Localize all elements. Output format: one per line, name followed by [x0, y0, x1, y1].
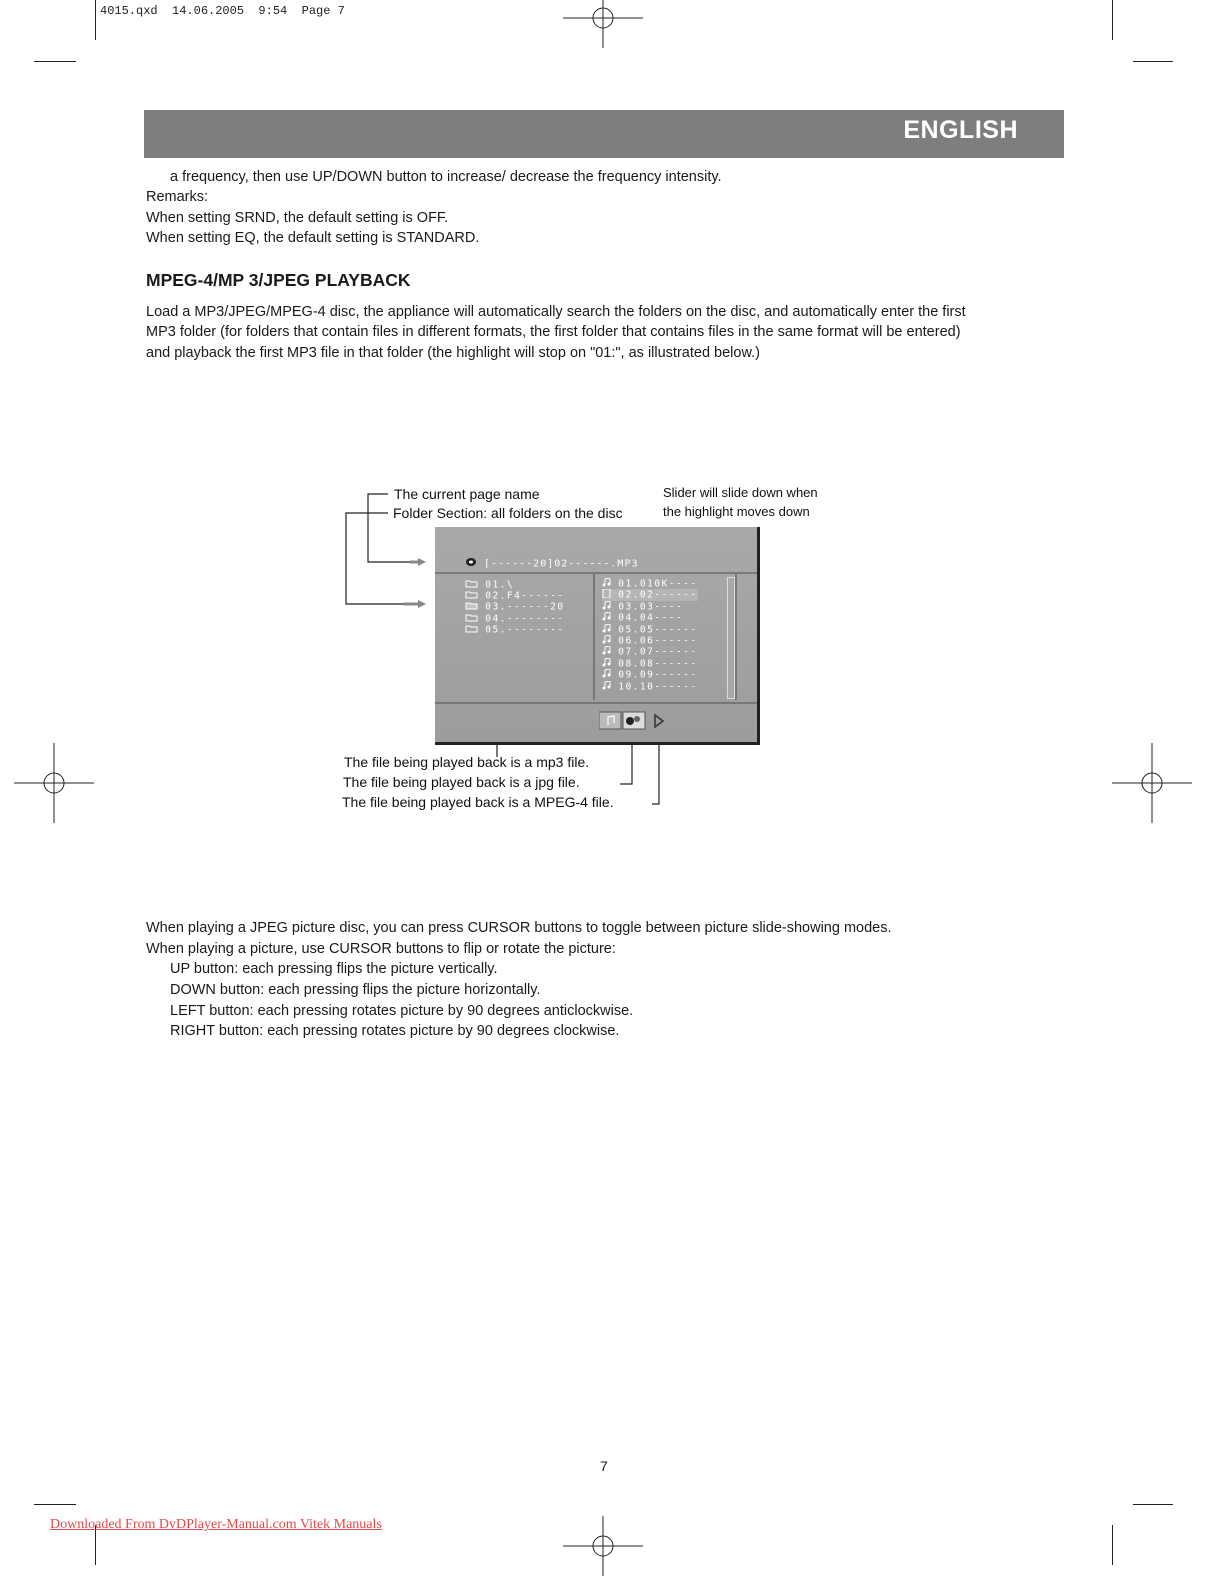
folder-item[interactable]: 03.------20 — [465, 601, 565, 612]
callout-slider: Slider will slide down when — [663, 485, 818, 500]
scroll-slider[interactable] — [727, 577, 735, 699]
music-note-icon — [602, 612, 611, 624]
remark-eq: When setting EQ, the default setting is STANDARD. — [146, 230, 480, 246]
current-path: [------20]02------.MP3 — [484, 558, 639, 570]
music-note-icon — [602, 681, 611, 693]
section-paragraph-line: and playback the first MP3 file in that folder (the highlight will stop on "01:", as illustrated below.) — [146, 345, 760, 361]
music-note-icon — [602, 669, 611, 681]
instruction-line: When playing a JPEG picture disc, you can press CURSOR buttons to toggle between picture slide-showing modes. — [146, 920, 892, 936]
folder-item[interactable]: 05.-------- — [465, 624, 565, 635]
divider — [435, 702, 757, 704]
player-screen — [435, 527, 760, 745]
folder-list — [465, 579, 565, 635]
file-item[interactable]: 06.06------ — [602, 635, 698, 646]
print-slug: 4015.qxd 14.06.2005 9:54 Page 7 — [100, 4, 345, 18]
intro-line: a frequency, then use UP/DOWN button to increase/ decrease the frequency intensity. — [170, 169, 722, 185]
file-item[interactable]: 03.03---- — [602, 601, 698, 612]
callout-mpeg4: The file being played back is a MPEG-4 file. — [342, 794, 614, 810]
file-list — [602, 578, 698, 692]
file-item[interactable]: 09.09------ — [602, 669, 698, 680]
music-note-icon — [602, 658, 611, 670]
folder-icon — [465, 590, 478, 602]
file-item-highlighted[interactable]: 02.02------ — [602, 589, 698, 600]
remark-srnd: When setting SRND, the default setting is OFF. — [146, 210, 449, 226]
instruction-right: RIGHT button: each pressing rotates picture by 90 degrees clockwise. — [170, 1023, 620, 1039]
file-type-icons — [599, 711, 679, 731]
disc-icon — [465, 557, 477, 570]
folder-open-icon — [465, 601, 478, 613]
callout-folder-section: Folder Section: all folders on the disc — [393, 505, 623, 521]
section-paragraph-line: Load a MP3/JPEG/MPEG-4 disc, the appliance will automatically search the folders on the disc, and automatically enter the first — [146, 304, 966, 320]
section-paragraph-line: MP3 folder (for folders that contain files in different formats, the first folder that contains files in the same format will be entered) — [146, 324, 961, 340]
instruction-line: When playing a picture, use CURSOR buttons to flip or rotate the picture: — [146, 941, 616, 957]
callout-jpg: The file being played back is a jpg file. — [343, 774, 580, 790]
music-note-icon — [602, 624, 611, 636]
instruction-left: LEFT button: each pressing rotates picture by 90 degrees anticlockwise. — [170, 1003, 634, 1019]
callout-mp3: The file being played back is a mp3 file. — [344, 754, 590, 770]
page-number: 7 — [600, 1458, 608, 1474]
file-list-panel — [593, 574, 737, 700]
music-note-icon — [602, 578, 611, 590]
instruction-down: DOWN button: each pressing flips the picture horizontally. — [170, 982, 541, 998]
callout-page-name: The current page name — [394, 486, 540, 502]
file-item[interactable]: 01.010K---- — [602, 578, 698, 589]
remarks-label: Remarks: — [146, 189, 209, 205]
instruction-up: UP button: each pressing flips the picture vertically. — [170, 961, 498, 977]
folder-icon — [465, 624, 478, 636]
file-item[interactable]: 08.08------ — [602, 658, 698, 669]
file-item[interactable]: 10.10------ — [602, 681, 698, 692]
highlight-cursor — [602, 589, 611, 601]
folder-icon — [465, 579, 478, 591]
folder-item[interactable]: 04.-------- — [465, 613, 565, 624]
file-item[interactable]: 07.07------ — [602, 646, 698, 657]
callout-slider: the highlight moves down — [663, 504, 810, 519]
footer-download-link[interactable]: Downloaded From DvDPlayer-Manual.com Vitek Manuals — [50, 1517, 382, 1532]
folder-item[interactable]: 02.F4------ — [465, 590, 565, 601]
language-label: ENGLISH — [903, 116, 1018, 144]
folder-item[interactable]: 01.\ — [465, 579, 565, 590]
music-note-icon — [602, 646, 611, 658]
file-item[interactable]: 05.05------ — [602, 624, 698, 635]
music-note-icon — [602, 635, 611, 647]
screen-path-header — [465, 557, 638, 570]
file-item[interactable]: 04.04---- — [602, 612, 698, 623]
music-note-icon — [602, 601, 611, 613]
folder-icon — [465, 613, 478, 625]
section-heading: MPEG-4/MP 3/JPEG PLAYBACK — [146, 270, 411, 290]
